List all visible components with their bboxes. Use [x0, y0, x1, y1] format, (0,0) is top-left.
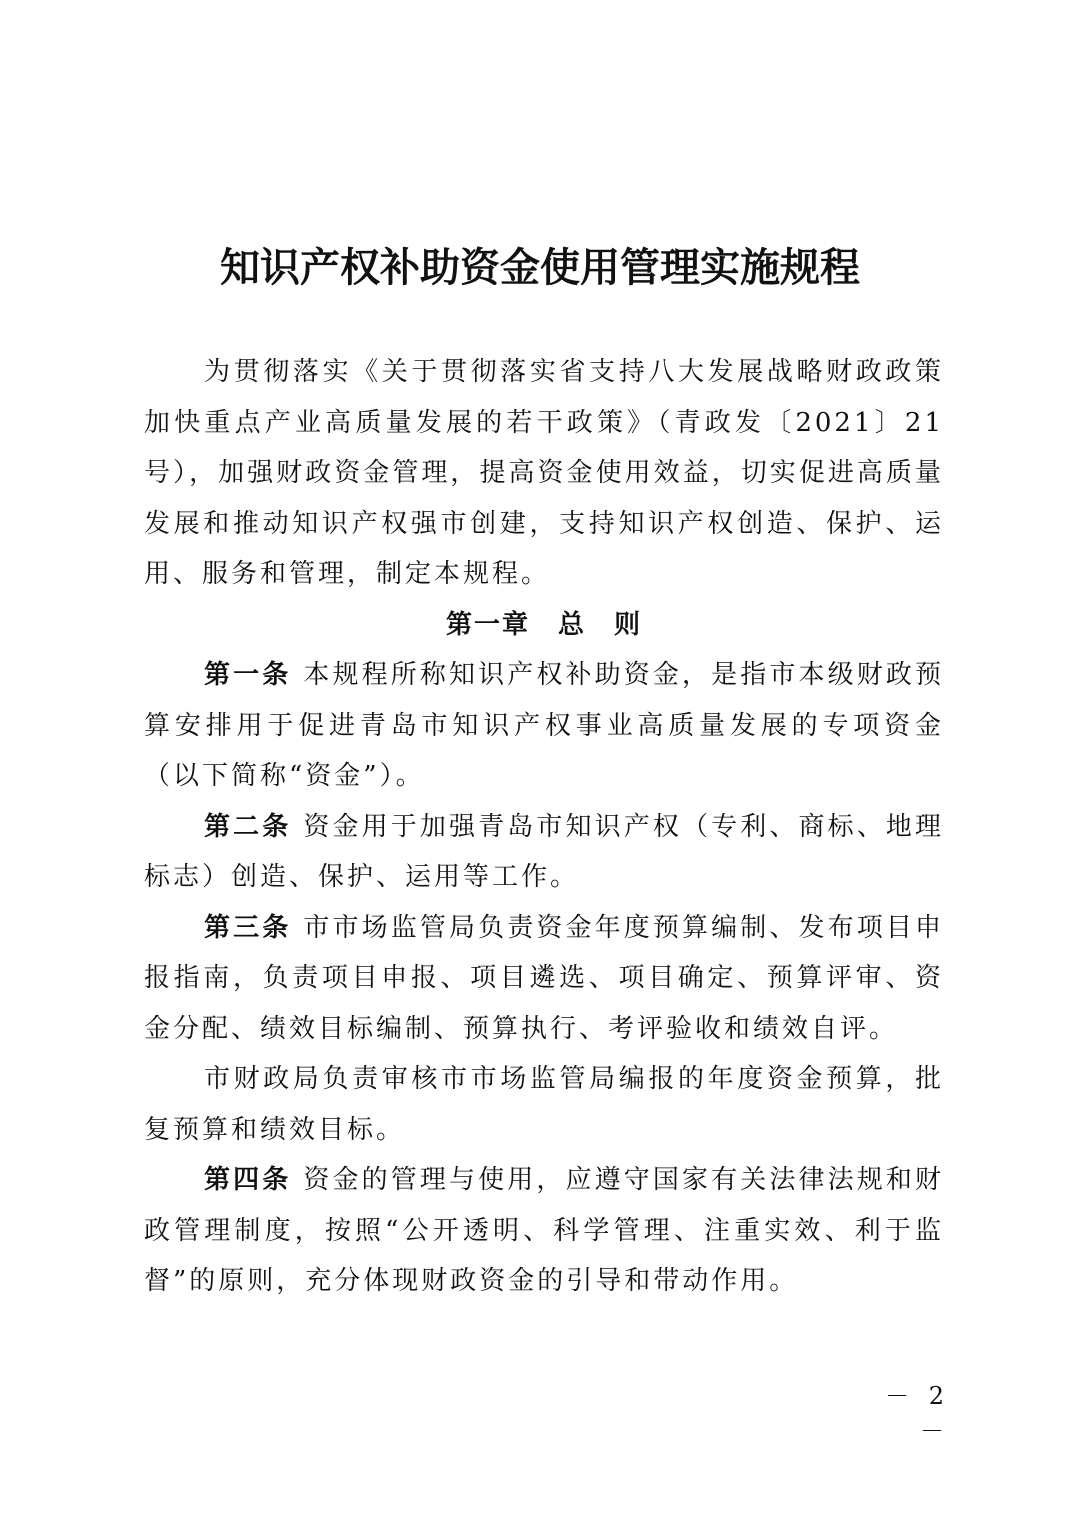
document-title: 知识产权补助资金使用管理实施规程 [220, 245, 860, 291]
article-text: 市财政局负责审核市市场监管局编报的年度资金预算，批复预算和绩效目标。 [144, 1064, 944, 1145]
article-paragraph [144, 802, 944, 903]
article-label: 第三条 [204, 912, 292, 943]
article-text: 本规程所称知识产权补助资金，是指市本级财政预算安排用于促进青岛市知识产权事业高质量发展的专项资金（以下简称“资金”）。 [144, 660, 944, 791]
article-label: 第四条 [204, 1165, 292, 1195]
document-body [144, 347, 944, 1307]
preamble-paragraph: 为贯彻落实《关于贯彻落实省支持八大发展战略财政政策加快重点产业高质量发展的若干政策》（青政发〔2021〕21号），加强财政资金管理，提高资金使用效益，切实促进高质量发展和推动知识产权强市创建，支持知识产权创造、保护、运用、服务和管理，制定本规程。 [144, 357, 944, 589]
page-number: － 2 － [885, 1382, 950, 1445]
article-text: 资金用于加强青岛市知识产权（专利、商标、地理标志）创造、保护、运用等工作。 [144, 811, 944, 892]
article-paragraph [144, 1155, 944, 1307]
article-label: 第一条 [204, 660, 292, 690]
article-text: 资金的管理与使用，应遵守国家有关法律法规和财政管理制度，按照“公开透明、科学管理、注重实效、利于监督”的原则，充分体现财政资金的引导和带动作用。 [144, 1165, 944, 1296]
article-text: 市市场监管局负责资金年度预算编制、发布项目申报指南，负责项目申报、项目遴选、项目确定、预算评审、资金分配、绩效目标编制、预算执行、考评验收和绩效自评。 [144, 912, 944, 1044]
article-paragraph [144, 650, 944, 802]
article-paragraph [144, 903, 944, 1055]
article-label: 第二条 [204, 811, 292, 842]
chapter-heading: 第一章 总 则 [445, 609, 642, 640]
article-continuation-paragraph [144, 1054, 944, 1155]
